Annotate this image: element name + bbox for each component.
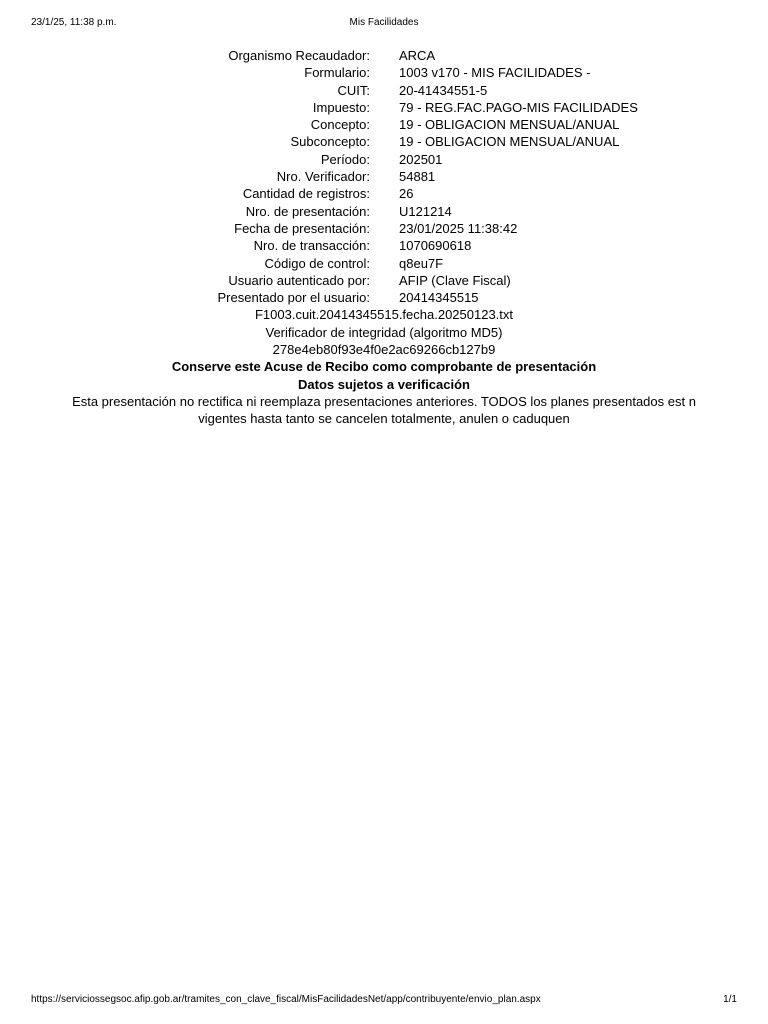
field-organismo <box>0 47 768 64</box>
field-value: 54881 <box>399 169 436 185</box>
field-concepto <box>0 116 768 133</box>
field-value: 26 <box>399 186 414 202</box>
field-value: 79 - REG.FAC.PAGO-MIS FACILIDADES <box>399 99 638 115</box>
receipt-content <box>0 47 768 428</box>
page-number: 1/1 <box>723 994 737 1005</box>
file-name: F1003.cuit.20414345515.fecha.20250123.txt <box>254 307 514 323</box>
integrity-hash: 278e4eb80f93e4f0e2ac69266cb127b9 <box>272 342 496 358</box>
field-label: Impuesto: <box>312 99 370 115</box>
field-value: ARCA <box>399 48 436 63</box>
field-nro-verificador <box>0 168 768 185</box>
print-header <box>31 17 737 31</box>
field-value: q8eu7F <box>399 255 444 271</box>
field-label: Concepto: <box>310 117 370 133</box>
field-label: Organismo Recaudador: <box>228 48 370 63</box>
field-value: 202501 <box>399 151 443 167</box>
field-label: Nro. de presentación: <box>245 203 370 219</box>
field-value: 19 - OBLIGACION MENSUAL/ANUAL <box>399 117 620 133</box>
field-label: Nro. Verificador: <box>276 169 370 185</box>
field-value: U121214 <box>399 203 452 219</box>
field-presentado-por <box>0 289 768 306</box>
field-codigo-control <box>0 255 768 272</box>
field-nro-transaccion <box>0 237 768 254</box>
field-subconcepto <box>0 133 768 150</box>
print-page-title: Mis Facilidades <box>349 17 419 28</box>
field-usuario-autenticado <box>0 272 768 289</box>
field-nro-presentacion <box>0 203 768 220</box>
field-cuit <box>0 82 768 99</box>
field-value: 1070690618 <box>399 238 472 254</box>
field-label: Formulario: <box>304 65 370 81</box>
receipt-fields <box>0 47 768 306</box>
field-label: Código de control: <box>264 255 370 271</box>
field-value: 23/01/2025 11:38:42 <box>399 220 518 236</box>
print-footer <box>31 994 737 1008</box>
print-url: https://serviciossegsoc.afip.gob.ar/tramites_con_clave_fiscal/MisFacilidadesNet/app/contribuyente/envio_plan.aspx <box>31 994 541 1005</box>
field-label: Subconcepto: <box>290 134 370 150</box>
field-periodo <box>0 151 768 168</box>
field-value: 20414345515 <box>399 290 479 306</box>
field-impuesto <box>0 99 768 116</box>
field-label: Usuario autenticado por: <box>228 272 370 288</box>
field-label: Nro. de transacción: <box>253 238 370 254</box>
field-label: Período: <box>320 151 370 167</box>
notice-data-verification: Datos sujetos a verificación <box>298 376 470 392</box>
field-value: 1003 v170 - MIS FACILIDADES - <box>399 65 591 81</box>
print-datetime: 23/1/25, 11:38 p.m. <box>31 17 117 28</box>
field-cantidad-registros <box>0 185 768 202</box>
field-value: 20-41434551-5 <box>399 82 488 98</box>
field-fecha-presentacion <box>0 220 768 237</box>
field-label: Cantidad de registros: <box>242 186 370 202</box>
field-value: 19 - OBLIGACION MENSUAL/ANUAL <box>399 134 620 150</box>
notice-keep-receipt: Conserve este Acuse de Recibo como comprobante de presentación <box>171 359 597 375</box>
notice-paragraph: Esta presentación no rectifica ni reemplaza presentaciones anteriores. TODOS los planes presentados est n vigentes hasta tanto se cancelen totalmente, anulen o caduquen <box>72 393 696 427</box>
field-formulario <box>0 64 768 81</box>
field-label: Presentado por el usuario: <box>217 290 370 306</box>
integrity-label: Verificador de integridad (algoritmo MD5) <box>265 324 503 340</box>
field-label: Fecha de presentación: <box>234 220 370 236</box>
field-label: CUIT: <box>337 82 370 98</box>
field-value: AFIP (Clave Fiscal) <box>399 272 511 288</box>
